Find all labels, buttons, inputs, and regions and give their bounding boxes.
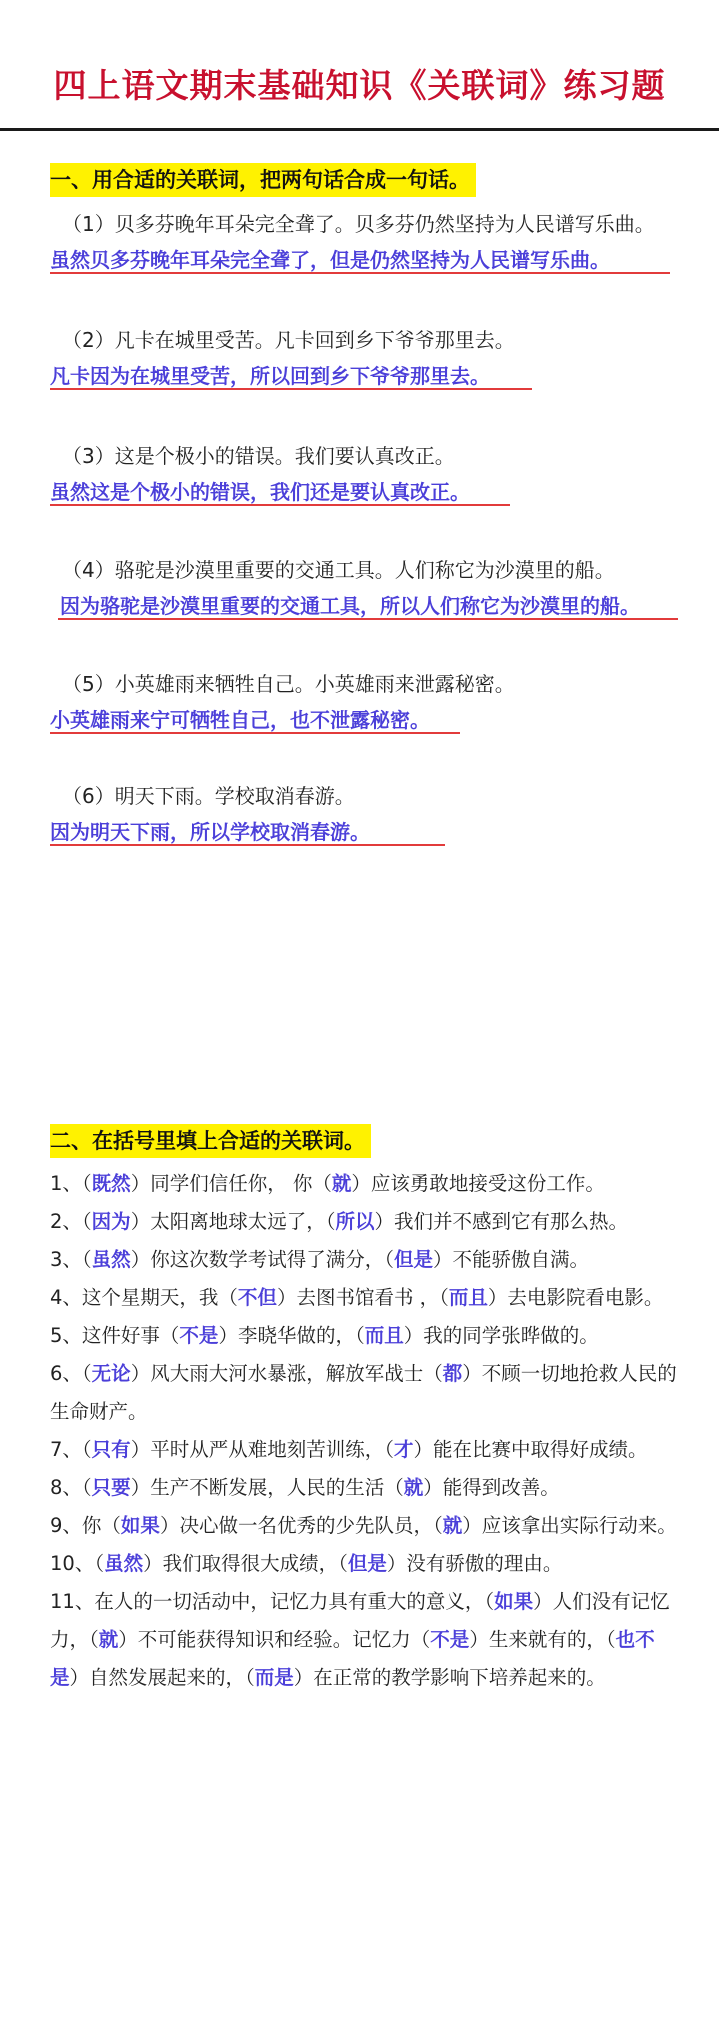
item-text: ）我们并不感到它有那么热。 [374,1210,628,1233]
s1-question-6: （6）明天下雨。学校取消春游。 [62,784,355,808]
item-text: ）生来就有的，（ [469,1628,616,1651]
filled-conjunction: 不是 [430,1628,470,1651]
item-text: ）李晓华做的，（ [218,1324,365,1347]
s1-question-4: （4）骆驼是沙漠里重要的交通工具。人们称它为沙漠里的船。 [62,558,615,582]
title-divider [0,128,719,131]
fill-item-10 [50,1545,680,1583]
filled-conjunction: 如果 [120,1514,160,1537]
item-text: ）能在比赛中取得好成绩。 [413,1438,648,1461]
s1-answer-6: 因为明天下雨，所以学校取消春游。 [50,820,370,844]
fill-item-7 [50,1431,680,1469]
filled-conjunction: 只有 [91,1438,131,1461]
filled-conjunction: 既然 [91,1172,131,1195]
item-text: ）决心做一名优秀的少先队员，（ [159,1514,443,1537]
item-text: 1、（ [50,1172,92,1195]
item-text: 2、（ [50,1210,92,1233]
filled-conjunction: 就 [331,1172,352,1195]
filled-conjunction: 就 [403,1476,424,1499]
filled-conjunction: 虽然 [104,1552,144,1575]
filled-conjunction: 所以 [335,1210,375,1233]
item-text: ）应该勇敢地接受这份工作。 [351,1172,605,1195]
item-text: ）我的同学张晔做的。 [403,1324,599,1347]
fill-item-11 [50,1583,680,1697]
item-text: 10、（ [50,1552,105,1575]
item-text: 8、（ [50,1476,92,1499]
answer-underline [58,618,678,620]
section1-heading: 一、用合适的关联词，把两句话合成一句话。 [50,163,476,197]
item-text: ）平时从严从难地刻苦训练，（ [130,1438,394,1461]
item-text: ）同学们信任你， 你（ [130,1172,332,1195]
item-text: ）风大雨大河水暴涨，解放军战士（ [130,1362,443,1385]
answer-underline [50,272,670,274]
s1-question-1: （1）贝多芬晚年耳朵完全聋了。贝多芬仍然坚持为人民谱写乐曲。 [62,212,655,236]
s1-answer-5: 小英雄雨来宁可牺牲自己，也不泄露秘密。 [50,708,430,732]
item-text: ）太阳离地球太远了，（ [130,1210,336,1233]
item-text: ）自然发展起来的，（ [69,1666,255,1689]
section2-heading: 二、在括号里填上合适的关联词。 [50,1124,371,1158]
filled-conjunction: 才 [393,1438,414,1461]
item-text: ）能得到改善。 [423,1476,560,1499]
filled-conjunction: 而是 [254,1666,294,1689]
item-text: ）生产不断发展，人民的生活（ [130,1476,404,1499]
item-text: ）去电影院看电影。 [487,1286,664,1309]
fill-item-6 [50,1355,680,1431]
fill-item-2 [50,1203,680,1241]
page-title: 四上语文期末基础知识《关联词》练习题 [53,66,666,105]
filled-conjunction: 但是 [347,1552,387,1575]
item-text: 5、这件好事（ [50,1324,180,1347]
s1-answer-2: 凡卡因为在城里受苦，所以回到乡下爷爷那里去。 [50,364,490,388]
fill-item-8 [50,1469,680,1507]
item-text: ）应该拿出实际行动来。 [462,1514,677,1537]
filled-conjunction: 如果 [494,1590,534,1613]
item-text: 4、这个星期天，我（ [50,1286,238,1309]
answer-underline [50,732,460,734]
s1-answer-1: 虽然贝多芬晚年耳朵完全聋了，但是仍然坚持为人民谱写乐曲。 [50,248,610,272]
item-text: 9、你（ [50,1514,121,1537]
item-text: 11、在人的一切活动中，记忆力具有重大的意义，（ [50,1590,495,1613]
filled-conjunction: 不但 [237,1286,277,1309]
filled-conjunction: 而且 [364,1324,404,1347]
fill-in-list [50,1165,680,1697]
fill-item-5 [50,1317,680,1355]
filled-conjunction: 就 [98,1628,119,1651]
filled-conjunction: 只要 [91,1476,131,1499]
filled-conjunction: 都 [442,1362,463,1385]
s1-question-3: （3）这是个极小的错误。我们要认真改正。 [62,444,455,468]
item-text: ）人们没有记忆力，（ [50,1590,670,1651]
answer-underline [50,388,532,390]
item-text: ）我们取得很大成绩，（ [143,1552,348,1575]
filled-conjunction: 而且 [448,1286,488,1309]
item-text: 6、（ [50,1362,92,1385]
s1-question-2: （2）凡卡在城里受苦。凡卡回到乡下爷爷那里去。 [62,328,515,352]
item-text: ）你这次数学考试得了满分，（ [130,1248,394,1271]
filled-conjunction: 不是 [179,1324,219,1347]
item-text: 7、（ [50,1438,92,1461]
filled-conjunction: 就 [442,1514,463,1537]
fill-item-9 [50,1507,680,1545]
item-text: ）不能骄傲自满。 [432,1248,589,1271]
filled-conjunction: 虽然 [91,1248,131,1271]
filled-conjunction: 因为 [91,1210,131,1233]
answer-underline [50,504,510,506]
s1-question-5: （5）小英雄雨来牺牲自己。小英雄雨来泄露秘密。 [62,672,515,696]
item-text: ）不可能获得知识和经验。记忆力（ [118,1628,431,1651]
s1-answer-3: 虽然这是个极小的错误，我们还是要认真改正。 [50,480,470,504]
answer-underline [50,844,445,846]
filled-conjunction: 无论 [91,1362,131,1385]
fill-item-3 [50,1241,680,1279]
item-text: 3、（ [50,1248,92,1271]
item-text: ）不顾一切地抢救人民的生命财产。 [50,1362,677,1423]
fill-item-4 [50,1279,680,1317]
filled-conjunction: 也不是 [50,1628,655,1689]
fill-item-1 [50,1165,680,1203]
item-text: ）去图书馆看书 ，（ [276,1286,449,1309]
filled-conjunction: 但是 [393,1248,433,1271]
item-text: ）没有骄傲的理由。 [386,1552,563,1575]
s1-answer-4: 因为骆驼是沙漠里重要的交通工具，所以人们称它为沙漠里的船。 [60,594,640,618]
item-text: ）在正常的教学影响下培养起来的。 [293,1666,606,1689]
